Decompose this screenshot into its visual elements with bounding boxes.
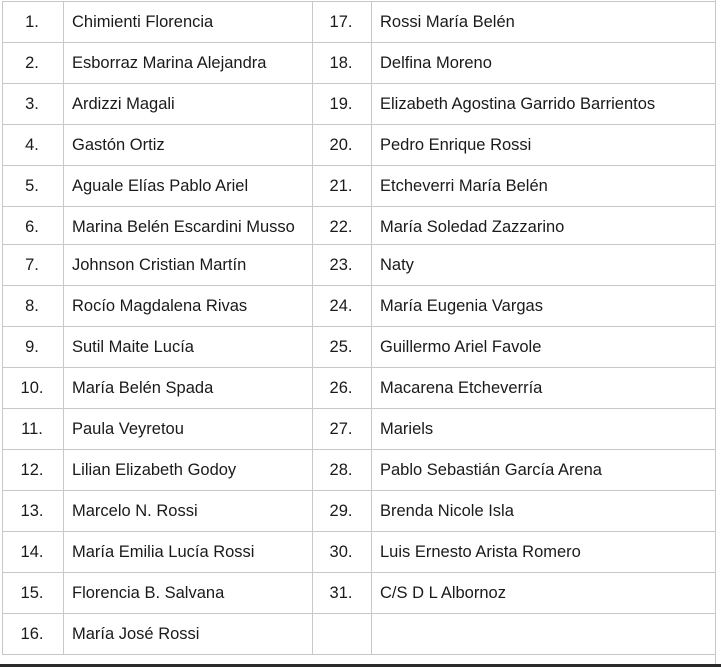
name-cell: Gastón Ortiz [64,125,313,166]
table-row [3,614,716,655]
table-row [3,409,716,450]
name-cell: Florencia B. Salvana [64,573,313,614]
row-number-cell: 28. [313,450,372,491]
name-cell: Paula Veyretou [64,409,313,450]
row-number-cell: 24. [313,286,372,327]
name-cell: Delfina Moreno [372,43,716,84]
row-number-cell: 5. [3,166,64,207]
row-number-cell: 9. [3,327,64,368]
name-cell: Johnson Cristian Martín [64,245,313,286]
table-row [3,327,716,368]
row-number-cell: 31. [313,573,372,614]
name-cell: María Emilia Lucía Rossi [64,532,313,573]
name-cell: Naty [372,245,716,286]
table-row [3,166,716,207]
table-row [3,245,716,286]
name-cell: Pablo Sebastián García Arena [372,450,716,491]
name-cell: Chimienti Florencia [64,2,313,43]
name-cell: Sutil Maite Lucía [64,327,313,368]
name-cell: Rocío Magdalena Rivas [64,286,313,327]
row-number-cell: 30. [313,532,372,573]
row-number-cell: 15. [3,573,64,614]
name-cell: Luis Ernesto Arista Romero [372,532,716,573]
name-cell: Guillermo Ariel Favole [372,327,716,368]
row-number-cell: 17. [313,2,372,43]
empty-cell [372,614,716,655]
row-number-cell: 14. [3,532,64,573]
row-number-cell: 4. [3,125,64,166]
name-cell: María Soledad Zazzarino [372,207,716,245]
name-cell: Esborraz Marina Alejandra [64,43,313,84]
table-row [3,125,716,166]
table-row [3,286,716,327]
table-row [3,368,716,409]
name-cell: C/S D L Albornoz [372,573,716,614]
name-cell: Macarena Etcheverría [372,368,716,409]
row-number-cell: 21. [313,166,372,207]
row-number-cell: 19. [313,84,372,125]
name-cell: Rossi María Belén [372,2,716,43]
page-edge-divider [715,0,721,667]
row-number-cell: 11. [3,409,64,450]
name-cell: Mariels [372,409,716,450]
table-row [3,43,716,84]
table-row [3,532,716,573]
table-row [3,207,716,245]
row-number-cell: 10. [3,368,64,409]
name-cell: María José Rossi [64,614,313,655]
name-cell: María Belén Spada [64,368,313,409]
name-cell: Lilian Elizabeth Godoy [64,450,313,491]
name-cell: Elizabeth Agostina Garrido Barrientos [372,84,716,125]
row-number-cell: 23. [313,245,372,286]
empty-cell [313,614,372,655]
table-row [3,573,716,614]
name-cell: Etcheverri María Belén [372,166,716,207]
row-number-cell: 3. [3,84,64,125]
table-row [3,491,716,532]
row-number-cell: 18. [313,43,372,84]
row-number-cell: 13. [3,491,64,532]
row-number-cell: 16. [3,614,64,655]
name-cell: María Eugenia Vargas [372,286,716,327]
row-number-cell: 2. [3,43,64,84]
name-cell: Marcelo N. Rossi [64,491,313,532]
name-cell: Brenda Nicole Isla [372,491,716,532]
row-number-cell: 25. [313,327,372,368]
name-cell: Pedro Enrique Rossi [372,125,716,166]
row-number-cell: 26. [313,368,372,409]
name-cell: Marina Belén Escardini Musso [64,207,313,245]
row-number-cell: 7. [3,245,64,286]
row-number-cell: 22. [313,207,372,245]
row-number-cell: 1. [3,2,64,43]
row-number-cell: 6. [3,207,64,245]
table-row [3,450,716,491]
roster-table [2,1,716,655]
row-number-cell: 8. [3,286,64,327]
table-row [3,84,716,125]
name-cell: Aguale Elías Pablo Ariel [64,166,313,207]
table-row [3,2,716,43]
row-number-cell: 27. [313,409,372,450]
row-number-cell: 20. [313,125,372,166]
name-cell: Ardizzi Magali [64,84,313,125]
row-number-cell: 29. [313,491,372,532]
row-number-cell: 12. [3,450,64,491]
